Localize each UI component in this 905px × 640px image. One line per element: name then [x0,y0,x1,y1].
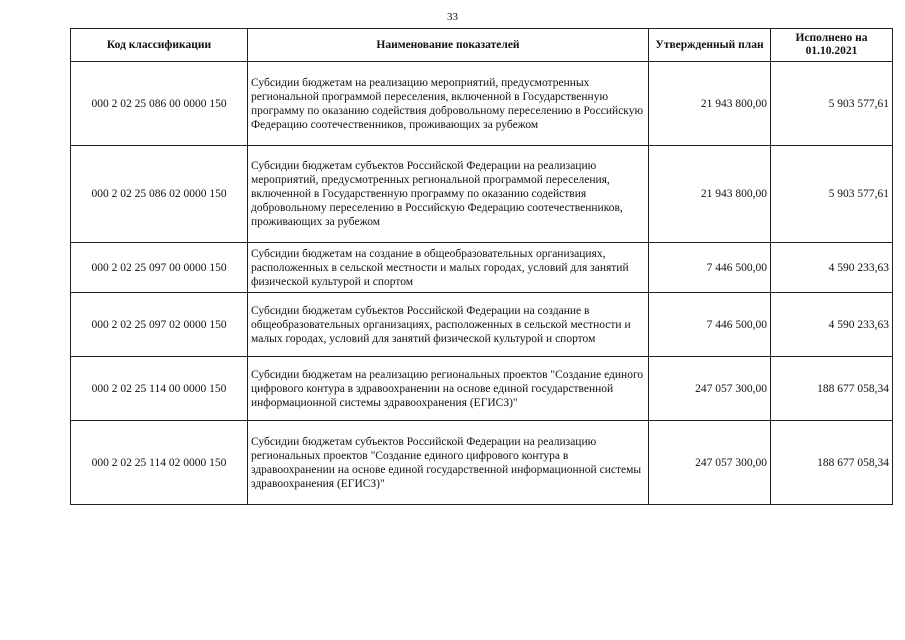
row-code: 000 2 02 25 114 00 0000 150 [71,357,248,421]
row-code: 000 2 02 25 097 00 0000 150 [71,243,248,293]
table-header-row [71,29,893,62]
header-done: Исполнено на 01.10.2021 [771,29,893,62]
budget-table [70,28,893,505]
row-name: Субсидии бюджетам на создание в общеобразовательных организациях, расположенных в сельской местности и малых городах, условий для занятий физической культурой и спортом [248,243,649,293]
row-done: 5 903 577,61 [771,146,893,243]
row-name: Субсидии бюджетам на реализацию региональных проектов "Создание единого цифрового контура в здравоохранении на основе единой государственной информационной системы здравоохранения (ЕГИСЗ)" [248,357,649,421]
row-done: 4 590 233,63 [771,293,893,357]
row-done: 4 590 233,63 [771,243,893,293]
row-plan: 21 943 800,00 [649,62,771,146]
row-plan: 7 446 500,00 [649,243,771,293]
row-plan: 7 446 500,00 [649,293,771,357]
table-row [71,421,893,505]
row-code: 000 2 02 25 086 00 0000 150 [71,62,248,146]
row-name: Субсидии бюджетам субъектов Российской Федерации на реализацию мероприятий, предусмотренных региональной программой переселения, включенной в Государственную программу по оказанию содействия добровольному переселению в Российскую Федерацию соотечественников, проживающих за рубежом [248,146,649,243]
header-plan: Утвержденный план [649,29,771,62]
row-name: Субсидии бюджетам субъектов Российской Федерации на реализацию региональных проектов "Создание единого цифрового контура в здравоохранении на основе единой государственной информационной системы здравоохранения (ЕГИСЗ)" [248,421,649,505]
row-code: 000 2 02 25 086 02 0000 150 [71,146,248,243]
header-code: Код классификации [71,29,248,62]
row-code: 000 2 02 25 097 02 0000 150 [71,293,248,357]
row-code: 000 2 02 25 114 02 0000 150 [71,421,248,505]
table-row [71,357,893,421]
header-name: Наименование показателей [248,29,649,62]
row-name: Субсидии бюджетам субъектов Российской Федерации на создание в общеобразовательных организациях, расположенных в сельской местности и малых городах, условий для занятий физической культурой и спортом [248,293,649,357]
page-number: 33 [447,11,458,23]
row-plan: 247 057 300,00 [649,421,771,505]
row-plan: 247 057 300,00 [649,357,771,421]
row-done: 188 677 058,34 [771,421,893,505]
table-row [71,293,893,357]
table-row [71,243,893,293]
row-plan: 21 943 800,00 [649,146,771,243]
table-row [71,62,893,146]
table-row [71,146,893,243]
row-done: 5 903 577,61 [771,62,893,146]
row-name: Субсидии бюджетам на реализацию мероприятий, предусмотренных региональной программой переселения, включенной в Государственную программу по оказанию содействия добровольному переселению в Российскую Федерацию соотечественников, проживающих за рубежом [248,62,649,146]
row-done: 188 677 058,34 [771,357,893,421]
